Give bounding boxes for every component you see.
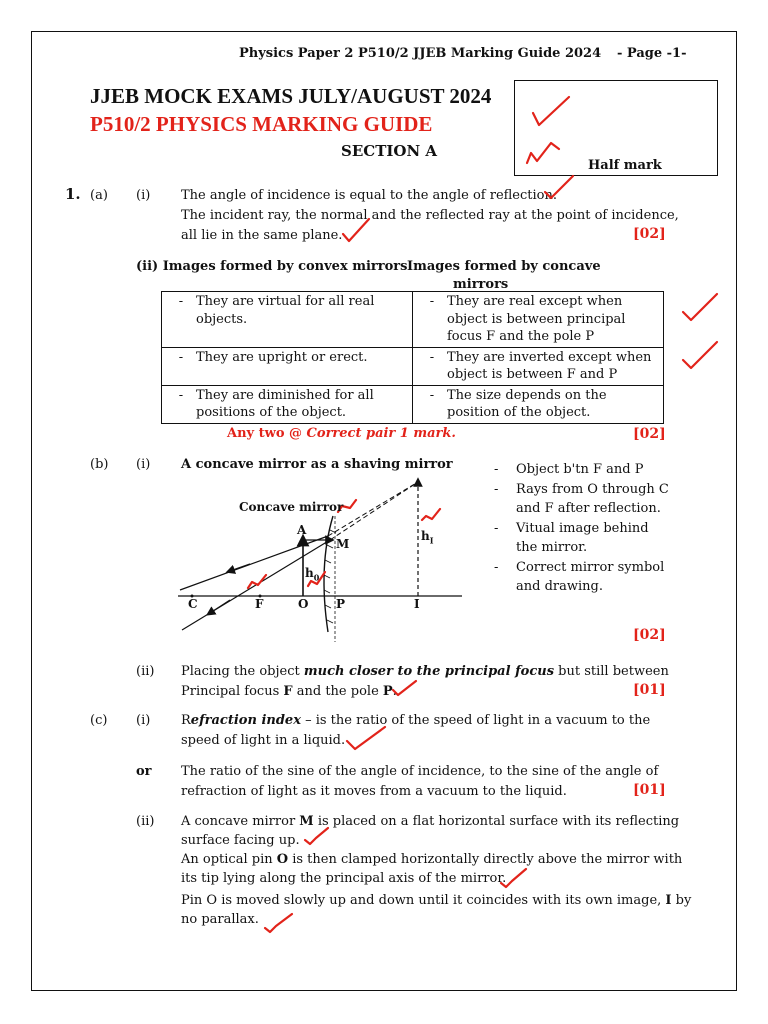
guide-title: P510/2 PHYSICS MARKING GUIDE [90, 112, 433, 136]
list-item: - Object b'tn F and P [492, 460, 672, 480]
c-ii-line3: An optical pin O is then clamped horizontally directly above the mirror with [181, 852, 683, 867]
section-heading: SECTION A [341, 142, 438, 160]
b-ii-line2: Principal focus F and the pole P. [181, 684, 397, 699]
b-ii-line1: Placing the object much closer to the principal focus but still between [181, 664, 669, 679]
a-i-marks: [02] [633, 226, 666, 242]
label-concave-mirror: Concave mirror [239, 500, 344, 514]
a-ii-heading: (ii) Images formed by convex mirrors [136, 259, 408, 274]
part-c-ii-label: (ii) [136, 814, 155, 829]
mirror-images-table [161, 291, 664, 424]
label-M: M [336, 537, 350, 551]
a-i-line3: all lie in the same plane. [181, 228, 343, 243]
a-i-line1: The angle of incidence is equal to the angle of reflection. [181, 188, 557, 203]
c-or-line1: The ratio of the sine of the angle of incidence, to the sine of the angle of [181, 764, 659, 779]
a-i-line2: The incident ray, the normal and the reflected ray at the point of incidence, [181, 208, 679, 223]
label-O: O [298, 597, 309, 611]
concave-cell: They are real except when object is between principal focus F and the pole P [447, 294, 626, 344]
list-item: - Rays from O through C and F after reflection. [492, 480, 672, 519]
page-number: - Page -1- [617, 46, 687, 61]
or-label: or [136, 764, 152, 779]
c-i-marks: [01] [633, 782, 666, 798]
concave-cell: They are inverted except when object is between F and P [447, 349, 652, 382]
part-a-i-label: (i) [136, 188, 151, 203]
convex-cell: They are diminished for all positions of the object. [196, 387, 374, 420]
c-ii-line1: A concave mirror M is placed on a flat horizontal surface with its reflecting [181, 814, 680, 829]
c-i-line2: speed of light in a liquid. [181, 733, 346, 748]
convex-cell: They are upright or erect. [196, 349, 368, 365]
table-note [227, 426, 456, 441]
diagram-criteria-list [492, 460, 672, 597]
convex-cell: They are virtual for all real objects. [196, 294, 375, 327]
b-i-marks: [02] [633, 627, 666, 643]
a-ii-col2-heading-cont: mirrors [453, 277, 509, 292]
concave-cell: The size depends on the position of the object. [447, 387, 607, 420]
label-P: P [336, 597, 346, 611]
part-b-label: (b) [90, 457, 109, 472]
label-hi: $h_I$ [421, 529, 434, 546]
a-ii-col2-heading: Images formed by concave [407, 259, 601, 274]
c-ii-line5: Pin O is moved slowly up and down until it coincides with its own image, I by [181, 893, 692, 908]
table-row: - They are diminished for all positions of the object. - The size depends on the position of the object. [162, 385, 664, 423]
part-b-i-label: (i) [136, 457, 151, 472]
note-emphasis: Correct pair 1 mark. [306, 426, 456, 441]
half-mark-tick-icon [527, 143, 559, 163]
a-ii-marks: [02] [633, 426, 666, 442]
c-or-line2: refraction of light as it moves from a vacuum to the liquid. [181, 784, 567, 799]
c-ii-line4: its tip lying along the principal axis of the mirror. [181, 871, 507, 886]
running-header: Physics Paper 2 P510/2 JJEB Marking Guide 2024 [239, 46, 602, 61]
list-item: - Correct mirror symbol and drawing. [492, 558, 672, 597]
label-I: I [414, 597, 420, 611]
question-number: 1. [65, 185, 81, 203]
full-mark-tick-icon [533, 97, 569, 125]
table-row: - They are virtual for all real objects. - They are real except when object is between principal focus F and the pole P [162, 292, 664, 348]
label-F: F [255, 597, 264, 611]
table-row: - They are upright or erect. - They are inverted except when object is between F and P [162, 347, 664, 385]
part-a-label: (a) [90, 188, 108, 203]
exam-title: JJEB MOCK EXAMS JULY/AUGUST 2024 [90, 84, 492, 108]
b-i-heading: A concave mirror as a shaving mirror [181, 457, 453, 472]
marking-legend [514, 80, 718, 176]
half-mark-label: Half mark [588, 158, 662, 173]
shaving-mirror-ray-diagram [170, 470, 470, 650]
label-C: C [188, 597, 198, 611]
label-h0: $h_0$ [305, 566, 320, 583]
b-ii-marks: [01] [633, 682, 666, 698]
list-item: - Vitual image behind the mirror. [492, 519, 672, 558]
part-c-label: (c) [90, 713, 108, 728]
c-i-line1: Refraction index – is the ratio of the speed of light in a vacuum to the [181, 713, 651, 728]
label-A: A [297, 523, 307, 537]
c-ii-line6: no parallax. [181, 912, 259, 927]
note-text: Any two @ [227, 426, 307, 441]
part-b-ii-label: (ii) [136, 664, 155, 679]
part-c-i-label: (i) [136, 713, 151, 728]
c-ii-line2: surface facing up. [181, 833, 300, 848]
